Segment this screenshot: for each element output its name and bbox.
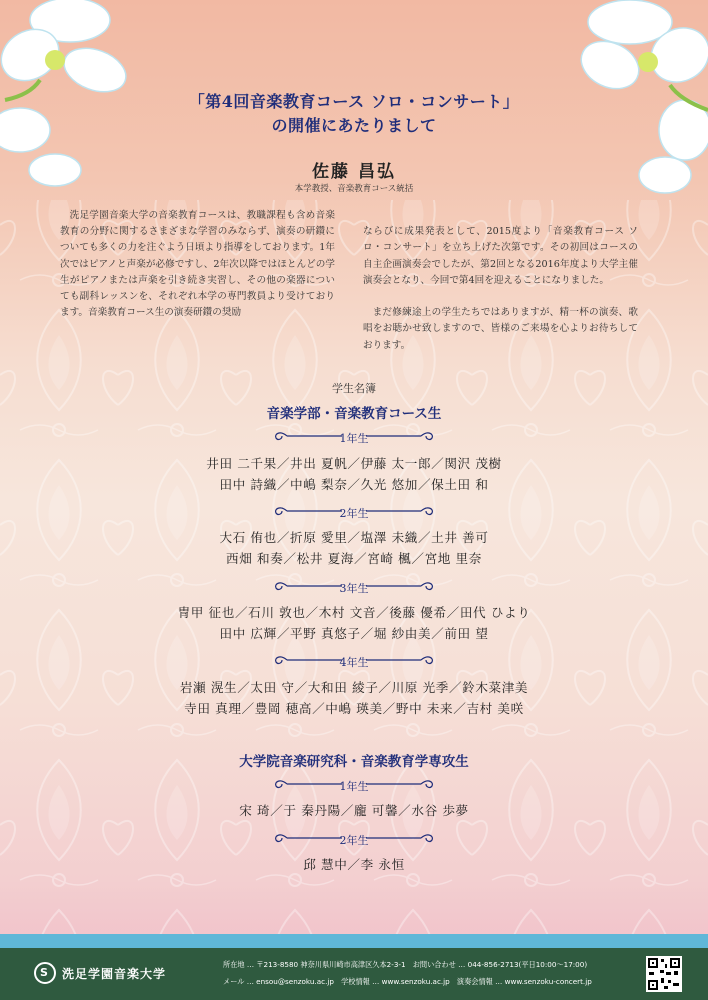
- message-paragraph: まだ修練途上の学生たちではありますが、精一杯の演奏、歌唱をお聴かせ致しますので、皆様のご来場を心よりお待ちしております。: [363, 307, 638, 351]
- qr-code-icon: [646, 956, 682, 992]
- year-label: 2年生: [339, 834, 369, 847]
- student-names: 邱 慧中／李 永恒: [303, 857, 405, 872]
- student-names: 井田 二千果／井出 夏帆／伊藤 太一郎／関沢 茂樹: [206, 456, 502, 471]
- ornament-right: [366, 580, 436, 592]
- concert-title-line1: 「第4回音楽教育コース ソロ・コンサート」: [188, 92, 520, 111]
- grad-section-title: 大学院音楽研究科・音楽教育学専攻生: [239, 754, 469, 770]
- footer-stripe: [0, 934, 708, 948]
- student-names: 冑甲 征也／石川 敦也／木村 文音／後藤 優希／田代 ひより: [177, 605, 531, 620]
- ornament-right: [366, 430, 436, 442]
- ornament-right: [366, 654, 436, 666]
- ornament-right: [366, 832, 436, 844]
- footer: [0, 948, 708, 1000]
- student-names: 岩瀬 滉生／太田 守／大和田 綾子／川原 光季／鈴木菜津美: [179, 680, 529, 695]
- student-names: 西畑 和奏／松井 夏海／宮崎 楓／宮地 里奈: [226, 551, 482, 566]
- university-name: 洗足学園音楽大学: [62, 967, 167, 981]
- footer-web-line: メール … ensou@senzoku.ac.jp 学校情報 … www.senzoku.ac.jp 演奏会情報 … www.senzoku-concert.jp: [223, 977, 592, 986]
- message-paragraph: ならびに成果発表として、2015度より「音楽教育コース ソロ・コンサート」を立ち上げた次第です。その初回はコースの自主企画演奏会でしたが、第2回となる2016年度より大学主催演奏会となり、今回で第4回を迎えることになりました。: [363, 226, 638, 286]
- year-label: 4年生: [339, 656, 369, 669]
- year-label: 3年生: [339, 582, 369, 595]
- student-names: 大石 侑也／折原 愛里／塩澤 未織／土井 善可: [219, 530, 489, 545]
- university-logo-icon: S: [34, 962, 56, 984]
- year-label: 2年生: [339, 507, 369, 520]
- footer-address-line: 所在地 … 〒213-8580 神奈川県川崎市高津区久本2-3-1 お問い合わせ … 044-856-2713(平日10:00〜17:00): [223, 960, 588, 969]
- student-names: 寺田 真理／豊岡 穂高／中嶋 瑛美／野中 未来／吉村 美咲: [184, 701, 524, 716]
- undergrad-section-title: 音楽学部・音楽教育コース生: [266, 406, 442, 422]
- roster-heading: 学生名簿: [332, 382, 376, 395]
- student-names: 田中 詩織／中嶋 梨奈／久光 悠加／保土田 和: [219, 477, 489, 492]
- year-label: 1年生: [339, 432, 369, 445]
- concert-title-line2: の開催にあたりまして: [271, 116, 437, 135]
- author-role: 本学教授、音楽教育コース統括: [294, 184, 414, 194]
- author-name: 佐藤 昌弘: [312, 162, 396, 182]
- message-column-right: [363, 208, 638, 370]
- message-column-left: 洗足学園音楽大学の音楽教育コースは、教職課程も含め音楽教育の分野に関するさまざまな学習のみならず、演奏の研鑽についても多くの力を注ぐよう日頃より指導をしております。1年次ではピアノと声楽が必修ですし、2年次以降ではほとんどの学生がピアノまたは声楽を引き続き実習し、その他の楽器についても副科レッスンを、それぞれ本学の専門教員より受けております。音楽教育コース生の演奏研鑽の奨励: [60, 210, 335, 319]
- year-label: 1年生: [339, 780, 369, 793]
- student-names: 宋 琦／于 秦丹陽／龐 可馨／水谷 歩夢: [239, 803, 469, 818]
- ornament-right: [366, 505, 436, 517]
- ornament-right: [366, 778, 436, 790]
- student-names: 田中 広輝／平野 真悠子／堀 紗由美／前田 望: [219, 626, 489, 641]
